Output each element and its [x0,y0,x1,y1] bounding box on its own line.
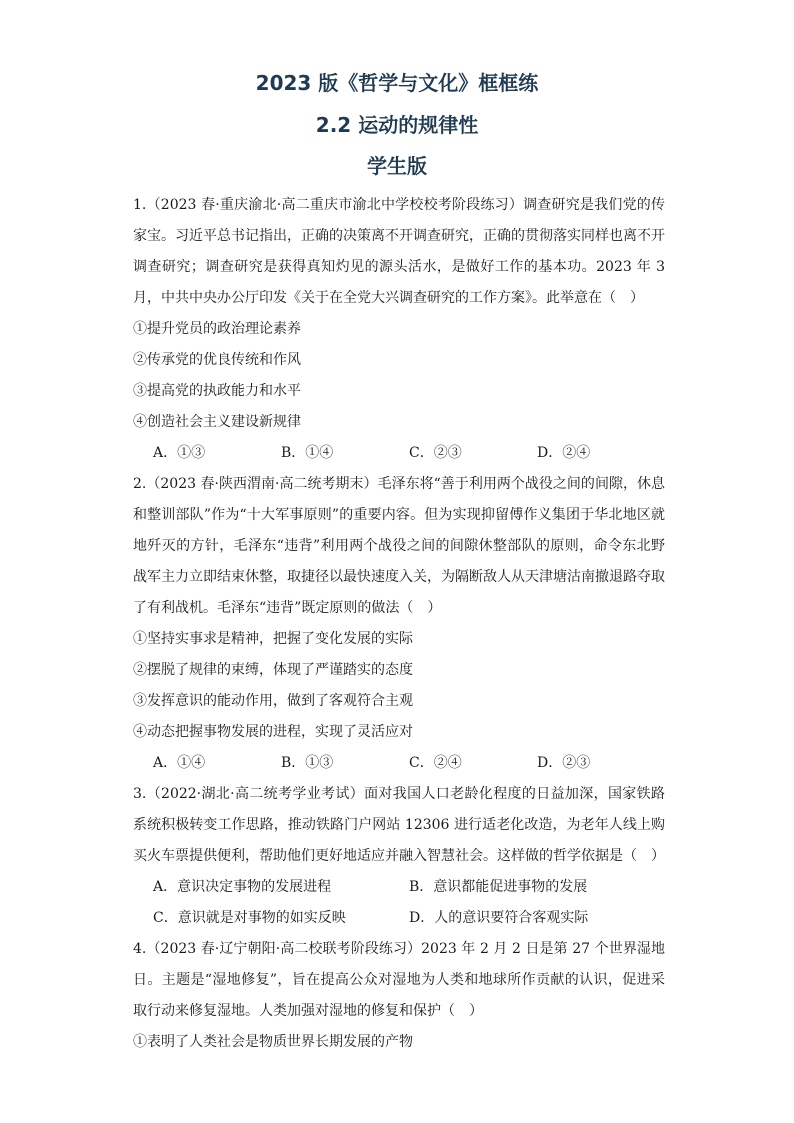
choice-d: D．人的意识要符合客观实际 [409,910,589,926]
choice-b: B．意识都能促进事物的发展 [409,879,588,895]
answer-choices [133,872,665,934]
statement-option: ③提高党的执政能力和水平 [133,383,301,399]
statement-option: ①提升党员的政治理论素养 [133,321,301,337]
question-stem: 4.（2023 春·辽宁朝阳·高二校联考阶段练习）2023 年 2 月 2 日是第 27 个世界湿地日。主题是“湿地修复”，旨在提高公众对湿地为人类和地球所作贡献的认识，促进采取行动来修复湿地。人类加强对湿地的修复和保护（ ） [133,941,665,1019]
choice-c: C．意识就是对事物的如实反映 [153,910,346,926]
choice-c: C．②③ [409,445,462,461]
choice-a: A．意识决定事物的发展进程 [153,879,332,895]
question-1 [133,190,665,469]
question-list [133,190,665,1058]
answer-choices [133,438,665,469]
edition-label: 学生版 [367,154,427,178]
question-4 [133,934,665,1058]
choice-c: C．②④ [409,755,462,771]
question-3 [133,779,665,934]
choice-a: A．①③ [153,445,206,461]
question-stem: 2.（2023 春·陕西渭南·高二统考期末）毛泽东将“善于利用两个战役之间的间隙，休息和整训部队”作为“十大军事原则”的重要内容。但为实现抑留傅作义集团于华北地区就地歼灭的方针，毛泽东“违背”利用两个战役之间的间隙休整部队的原则，命令东北野战军主力立即结束休整，取捷径以最快速度入关，为隔断敌人从天津塘沽南撤退路夺取了有利战机。毛泽东“违背”既定原则的做法（ ） [133,476,665,616]
question-2 [133,469,665,779]
choice-b: B．①③ [281,755,334,771]
statement-option: ④动态把握事物发展的进程，实现了灵活应对 [133,724,413,740]
choice-b: B．①④ [281,445,334,461]
choice-d: D．②④ [537,445,591,461]
choice-a: A．①④ [153,755,206,771]
question-stem: 1.（2023 春·重庆渝北·高二重庆市渝北中学校校考阶段练习）调查研究是我们党的传家宝。习近平总书记指出，正确的决策离不开调查研究，正确的贯彻落实同样也离不开调查研究；调查研究是获得真知灼见的源头活水，是做好工作的基本功。2023 年 3 月，中共中央办公厅印发《关于在全党大兴调查研究的工作方案》。此举意在（ ） [133,197,665,306]
statement-option: ②摆脱了规律的束缚，体现了严谨踏实的态度 [133,662,413,678]
statement-option: ①表明了人类社会是物质世界长期发展的产物 [133,1034,413,1050]
statement-option: ④创造社会主义建设新规律 [133,414,301,430]
answer-choices [133,748,665,779]
statement-option: ②传承党的优良传统和作风 [133,352,301,368]
statement-option: ①坚持实事求是精神，把握了变化发展的实际 [133,631,413,647]
document-title: 2023 版《哲学与文化》框框练 [255,71,539,95]
question-stem: 3.（2022·湖北·高二统考学业考试）面对我国人口老龄化程度的日益加深，国家铁路系统积极转变工作思路，推动铁路门户网站 12306 进行适老化改造，为老年人线上购买火车票提供便利，帮助他们更好地适应并融入智慧社会。这样做的哲学依据是（ ） [133,786,665,864]
statement-option: ③发挥意识的能动作用，做到了客观符合主观 [133,693,413,709]
section-title: 2.2 运动的规律性 [315,113,479,137]
choice-d: D．②③ [537,755,591,771]
